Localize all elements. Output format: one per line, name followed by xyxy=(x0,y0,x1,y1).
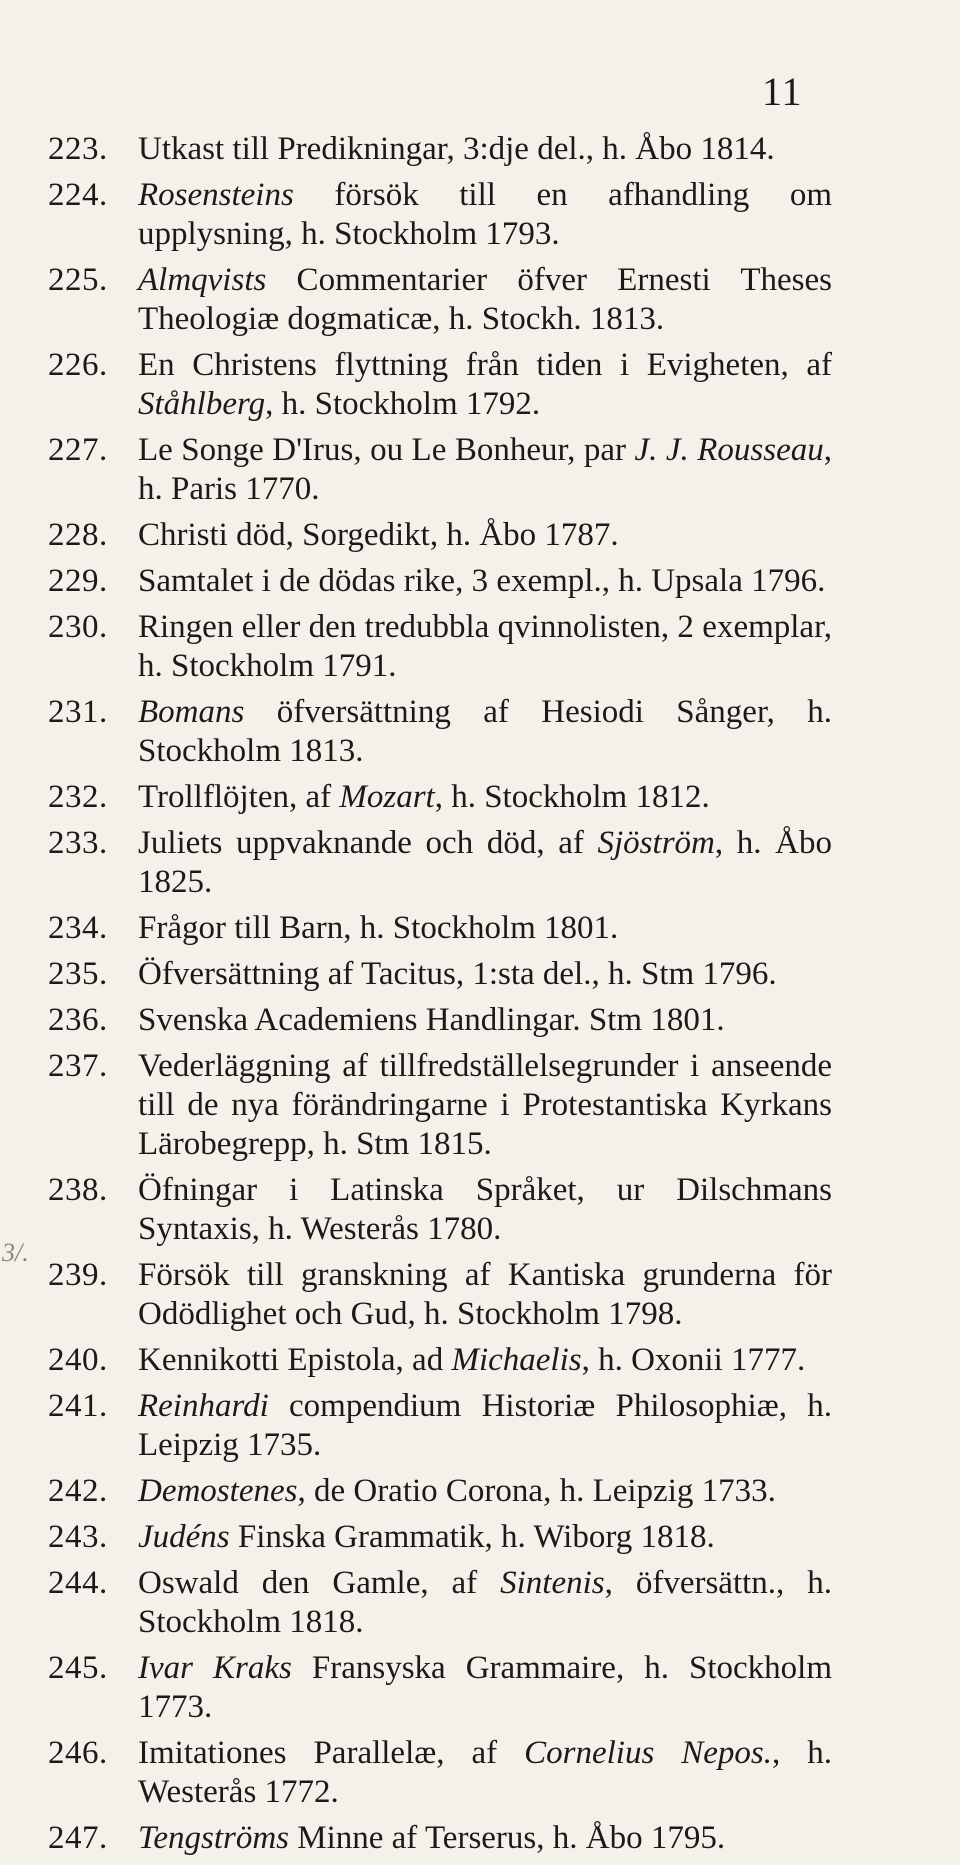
entry-text-segment: , öfversättn., h. Stockholm 1818. xyxy=(138,1565,832,1640)
entry-name-italic: Bomans xyxy=(138,694,245,730)
entry-text xyxy=(138,176,832,254)
entry-text xyxy=(138,909,832,948)
entry-text xyxy=(138,1472,832,1511)
catalogue-entry xyxy=(48,1564,832,1642)
catalogue-entry xyxy=(48,1649,832,1727)
entry-text-segment: Öfversättning af Tacitus, 1:sta del., h. Stm 1796. xyxy=(138,956,777,992)
entry-text xyxy=(138,1341,832,1380)
entry-text xyxy=(138,608,832,686)
catalogue-entry xyxy=(48,1256,832,1334)
entry-name-italic: Cornelius Nepos. xyxy=(524,1735,773,1771)
catalogue-entry xyxy=(48,1819,832,1858)
catalogue-entry xyxy=(48,1171,832,1249)
entry-number: 227. xyxy=(48,432,108,468)
entry-text-segment: Kennikotti Epistola, ad xyxy=(138,1342,452,1378)
entry-text-segment: Svenska Academiens Handlingar. Stm 1801. xyxy=(138,1002,725,1038)
entry-number: 229. xyxy=(48,563,108,599)
entry-text-segment: , de Oratio Corona, h. Leipzig 1733. xyxy=(297,1473,776,1509)
entry-text-segment: Fransyska Grammaire, h. Stockholm 1773. xyxy=(138,1650,832,1725)
catalogue-list xyxy=(48,130,832,1865)
entry-text xyxy=(138,1001,832,1040)
entry-text-segment: , h. Stockholm 1792. xyxy=(265,386,541,422)
entry-text-segment: Samtalet i de dödas rike, 3 exempl., h. Upsala 1796. xyxy=(138,563,826,599)
entry-text xyxy=(138,516,832,555)
entry-number: 225. xyxy=(48,262,108,298)
entry-number: 234. xyxy=(48,910,108,946)
entry-number: 233. xyxy=(48,825,108,861)
entry-text xyxy=(138,261,832,339)
catalogue-entry xyxy=(48,346,832,424)
entry-text-segment: Imitationes Parallelæ, af xyxy=(138,1735,525,1771)
entry-name-italic: Tengströms xyxy=(138,1820,289,1856)
entry-text-segment: Utkast till Predikningar, 3:dje del., h. Åbo 1814. xyxy=(138,131,775,167)
entry-text xyxy=(138,1256,832,1334)
page-number: 11 xyxy=(762,69,803,114)
catalogue-entry xyxy=(48,1047,832,1164)
entry-number: 244. xyxy=(48,1565,108,1601)
entry-number: 246. xyxy=(48,1735,108,1771)
entry-text-segment: Le Songe D'Irus, ou Le Bonheur, par xyxy=(138,432,635,468)
entry-text-segment: Frågor till Barn, h. Stockholm 1801. xyxy=(138,910,619,946)
entry-text xyxy=(138,1047,832,1164)
entry-name-italic: Mozart xyxy=(339,779,435,815)
catalogue-entry xyxy=(48,130,832,169)
entry-text-segment: Öfningar i Latinska Språket, ur Dilschmans Syntaxis, h. Westerås 1780. xyxy=(138,1172,832,1247)
entry-number: 243. xyxy=(48,1519,108,1555)
catalogue-entry xyxy=(48,955,832,994)
entry-text-segment: försök till en afhandling om upplysning, h. Stockholm 1793. xyxy=(138,177,832,252)
catalogue-entry xyxy=(48,824,832,902)
entry-text-segment: Minne af Terserus, h. Åbo 1795. xyxy=(289,1820,726,1856)
entry-text xyxy=(138,431,832,509)
entry-text xyxy=(138,1649,832,1727)
entry-number: 226. xyxy=(48,347,108,383)
entry-text xyxy=(138,955,832,994)
catalogue-entry xyxy=(48,431,832,509)
entry-number: 228. xyxy=(48,517,108,553)
entry-name-italic: Michaelis xyxy=(451,1342,582,1378)
entry-number: 231. xyxy=(48,694,108,730)
entry-number: 224. xyxy=(48,177,108,213)
entry-text-segment: Commentarier öfver Ernesti Theses Theologiæ dogmaticæ, h. Stockh. 1813. xyxy=(138,262,832,337)
catalogue-entry xyxy=(48,562,832,601)
entry-text xyxy=(138,1387,832,1465)
entry-number: 237. xyxy=(48,1048,108,1084)
entry-number: 230. xyxy=(48,609,108,645)
entry-text xyxy=(138,1819,832,1858)
entry-number: 232. xyxy=(48,779,108,815)
entry-text-segment: Vederläggning af tillfredställelsegrunder i anseende till de nya förändringarne i Protestantiska Kyrkans Lärobegrepp, h. Stm 1815. xyxy=(138,1048,832,1162)
entry-number: 242. xyxy=(48,1473,108,1509)
entry-number: 236. xyxy=(48,1002,108,1038)
catalogue-entry xyxy=(48,778,832,817)
entry-text xyxy=(138,1171,832,1249)
entry-text xyxy=(138,1734,832,1812)
entry-number: 223. xyxy=(48,131,108,167)
catalogue-entry xyxy=(48,176,832,254)
entry-number: 235. xyxy=(48,956,108,992)
entry-text-segment: Christi död, Sorgedikt, h. Åbo 1787. xyxy=(138,517,619,553)
entry-text-segment: , h. Paris 1770. xyxy=(138,432,832,507)
entry-text-segment: Finska Grammatik, h. Wiborg 1818. xyxy=(229,1519,715,1555)
entry-text-segment: öfversättning af Hesiodi Sånger, h. Stockholm 1813. xyxy=(138,694,832,769)
entry-text-segment: Trollflöjten, af xyxy=(138,779,340,815)
entry-text-segment: , h. Stockholm 1812. xyxy=(434,779,710,815)
catalogue-entry xyxy=(48,516,832,555)
entry-text xyxy=(138,824,832,902)
entry-text xyxy=(138,346,832,424)
entry-text-segment: compendium Historiæ Philosophiæ, h. Leipzig 1735. xyxy=(138,1388,832,1463)
catalogue-entry xyxy=(48,1472,832,1511)
entry-text-segment: En Christens flyttning från tiden i Evigheten, af xyxy=(138,347,832,383)
catalogue-entry xyxy=(48,1341,832,1380)
entry-text-segment: , h. Oxonii 1777. xyxy=(581,1342,806,1378)
entry-text xyxy=(138,778,832,817)
entry-number: 241. xyxy=(48,1388,108,1424)
entry-text xyxy=(138,562,832,601)
entry-text xyxy=(138,1564,832,1642)
entry-name-italic: Sjöström xyxy=(597,825,715,861)
entry-number: 247. xyxy=(48,1820,108,1856)
entry-name-italic: Rosensteins xyxy=(138,177,294,213)
entry-text xyxy=(138,1518,832,1557)
entry-text-segment: , h. Åbo 1825. xyxy=(138,825,832,900)
entry-text xyxy=(138,130,832,169)
entry-number: 238. xyxy=(48,1172,108,1208)
entry-name-italic: Almqvists xyxy=(138,262,267,298)
entry-name-italic: Judéns xyxy=(138,1519,230,1555)
catalogue-entry xyxy=(48,1387,832,1465)
entry-text-segment: Juliets uppvaknande och död, af xyxy=(138,825,598,861)
entry-name-italic: J. J. Rousseau xyxy=(634,432,824,468)
entry-name-italic: Sintenis xyxy=(500,1565,605,1601)
entry-text xyxy=(138,693,832,771)
entry-name-italic: Demostenes xyxy=(138,1473,298,1509)
entry-name-italic: Ståhlberg xyxy=(138,386,266,422)
entry-text-segment: Oswald den Gamle, af xyxy=(138,1565,501,1601)
catalogue-entry xyxy=(48,261,832,339)
entry-number: 240. xyxy=(48,1342,108,1378)
catalogue-entry xyxy=(48,693,832,771)
entry-number: 245. xyxy=(48,1650,108,1686)
catalogue-entry xyxy=(48,608,832,686)
margin-annotation: 3/. xyxy=(2,1238,29,1267)
entry-text-segment: Ringen eller den tredubbla qvinnolisten, 2 exemplar, h. Stockholm 1791. xyxy=(138,609,832,684)
entry-name-italic: Reinhardi xyxy=(138,1388,269,1424)
catalogue-entry xyxy=(48,1734,832,1812)
catalogue-entry xyxy=(48,1518,832,1557)
catalogue-entry xyxy=(48,909,832,948)
entry-name-italic: Ivar Kraks xyxy=(138,1650,292,1686)
entry-number: 239. xyxy=(48,1257,108,1293)
entry-text-segment: , h. Westerås 1772. xyxy=(138,1735,833,1810)
entry-text-segment: Försök till granskning af Kantiska grunderna för Odödlighet och Gud, h. Stockholm 1798. xyxy=(138,1257,832,1332)
catalogue-entry xyxy=(48,1001,832,1040)
